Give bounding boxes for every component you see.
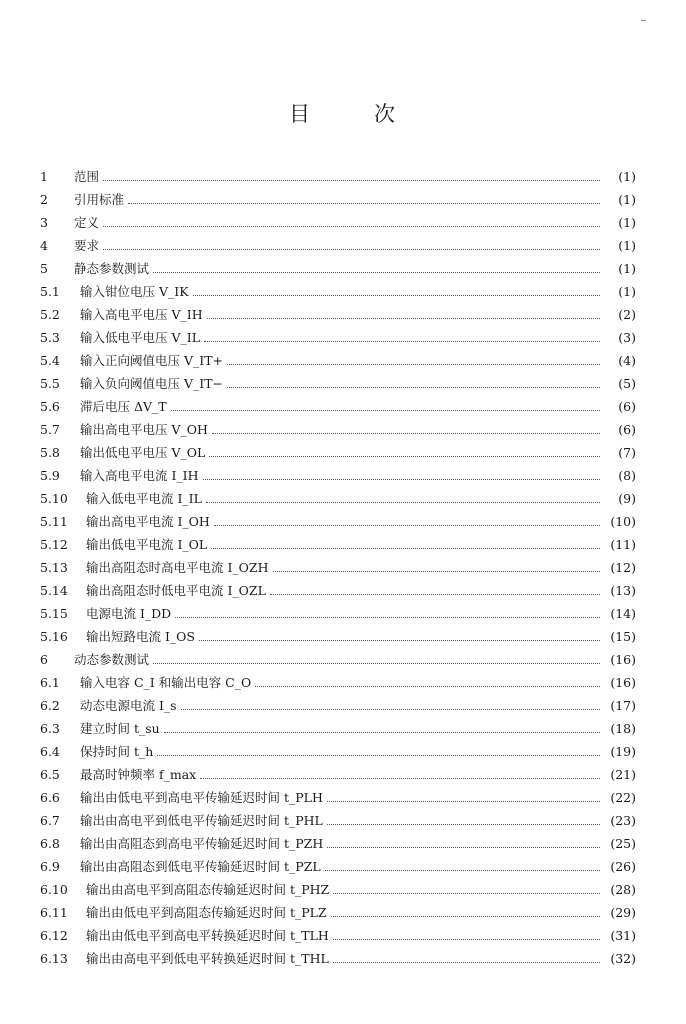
- toc-entry-page: (28): [610, 882, 636, 897]
- toc-entry: [40, 326, 636, 349]
- toc-entry-page: (26): [610, 859, 636, 874]
- toc-entry: [40, 533, 636, 556]
- toc-entry-title: 电源电流 I_DD: [86, 606, 172, 621]
- toc-entry-number: 5.3: [40, 330, 60, 345]
- toc-entry-page: (32): [610, 951, 636, 966]
- toc-entry-page: (12): [610, 560, 636, 575]
- leader-dots: [203, 471, 600, 480]
- toc-entry-page: (7): [618, 445, 636, 460]
- toc-entry-title: 动态参数测试: [74, 652, 150, 667]
- leader-dots: [171, 402, 600, 411]
- toc-entry-page: (22): [610, 790, 636, 805]
- leader-dots: [327, 793, 600, 802]
- toc-entry: [40, 648, 636, 671]
- table-of-contents: [40, 165, 636, 970]
- leader-dots: [157, 747, 600, 756]
- toc-entry-page: (1): [618, 238, 636, 253]
- toc-entry-number: 6.13: [40, 951, 68, 966]
- leader-dots: [207, 310, 600, 319]
- toc-entry-number: 5.10: [40, 491, 68, 506]
- leader-dots: [212, 425, 600, 434]
- leader-dots: [103, 172, 600, 181]
- toc-entry-number: 6.9: [40, 859, 60, 874]
- toc-entry-number: 6.5: [40, 767, 60, 782]
- leader-dots: [227, 356, 600, 365]
- toc-entry: [40, 740, 636, 763]
- toc-entry-number: 5.1: [40, 284, 60, 299]
- title-char-1: 目: [289, 102, 312, 126]
- toc-entry: [40, 234, 636, 257]
- toc-entry-number: 5.11: [40, 514, 68, 529]
- toc-entry-page: (13): [610, 583, 636, 598]
- toc-entry: [40, 165, 636, 188]
- toc-entry-title: 输出低电平电流 I_OL: [86, 537, 208, 552]
- toc-entry-title: 输出由高阻态到低电平传输延迟时间 t_PZL: [80, 859, 321, 874]
- toc-entry-page: (17): [610, 698, 636, 713]
- toc-entry-number: 6.10: [40, 882, 68, 897]
- toc-entry-page: (16): [610, 675, 636, 690]
- leader-dots: [128, 195, 600, 204]
- toc-entry: [40, 671, 636, 694]
- leader-dots: [209, 448, 600, 457]
- toc-entry-title: 输出由高电平到高阻态传输延迟时间 t_PHZ: [86, 882, 330, 897]
- toc-entry-page: (23): [610, 813, 636, 828]
- toc-entry-number: 6.11: [40, 905, 68, 920]
- leader-dots: [103, 241, 600, 250]
- toc-entry-title: 输出高阻态时低电平电流 I_OZL: [86, 583, 266, 598]
- toc-entry: [40, 464, 636, 487]
- toc-entry-title: 输出由高阻态到高电平传输延迟时间 t_PZH: [80, 836, 324, 851]
- toc-entry: [40, 257, 636, 280]
- toc-entry-page: (21): [610, 767, 636, 782]
- toc-entry-number: 5.8: [40, 445, 60, 460]
- toc-entry-title: 输入低电平电压 V_IL: [80, 330, 200, 345]
- toc-entry-number: 5.16: [40, 629, 68, 644]
- toc-entry: [40, 303, 636, 326]
- toc-entry: [40, 625, 636, 648]
- toc-entry-page: (1): [618, 261, 636, 276]
- toc-entry: [40, 855, 636, 878]
- leader-dots: [333, 954, 600, 963]
- toc-entry: [40, 441, 636, 464]
- toc-entry-title: 输出由高电平到低电平传输延迟时间 t_PHL: [80, 813, 323, 828]
- toc-entry-page: (1): [618, 215, 636, 230]
- toc-entry-number: 3: [40, 215, 48, 230]
- toc-entry-title: 输入高电平电压 V_IH: [80, 307, 203, 322]
- toc-entry-page: (6): [618, 399, 636, 414]
- leader-dots: [199, 632, 600, 641]
- toc-entry: [40, 372, 636, 395]
- leader-dots: [325, 862, 600, 871]
- toc-entry-number: 6.2: [40, 698, 60, 713]
- toc-entry-number: 6.7: [40, 813, 60, 828]
- scan-mark: [641, 20, 646, 21]
- toc-entry-title: 滞后电压 ΔV_T: [80, 399, 167, 414]
- toc-entry-title: 输入高电平电流 I_IH: [80, 468, 199, 483]
- leader-dots: [333, 931, 600, 940]
- toc-entry: [40, 418, 636, 441]
- toc-entry-title: 输入负向阈值电压 V_IT−: [80, 376, 223, 391]
- toc-entry-title: 输出高电平电压 V_OH: [80, 422, 208, 437]
- toc-entry-title: 输出由低电平到高电平传输延迟时间 t_PLH: [80, 790, 323, 805]
- toc-entry: [40, 924, 636, 947]
- toc-entry: [40, 832, 636, 855]
- leader-dots: [211, 540, 600, 549]
- toc-entry-number: 6.12: [40, 928, 68, 943]
- toc-entry-title: 定义: [74, 215, 100, 230]
- leader-dots: [193, 287, 600, 296]
- toc-entry-page: (15): [610, 629, 636, 644]
- toc-entry-title: 引用标准: [74, 192, 125, 207]
- toc-entry: [40, 763, 636, 786]
- toc-entry-number: 5.2: [40, 307, 60, 322]
- toc-entry-number: 5.9: [40, 468, 60, 483]
- toc-entry-number: 4: [40, 238, 48, 253]
- toc-entry: [40, 786, 636, 809]
- toc-entry-page: (4): [618, 353, 636, 368]
- toc-entry: [40, 901, 636, 924]
- toc-entry-title: 输入钳位电压 V_IK: [80, 284, 189, 299]
- toc-entry-number: 5.12: [40, 537, 68, 552]
- toc-entry-page: (1): [618, 169, 636, 184]
- leader-dots: [204, 333, 600, 342]
- leader-dots: [200, 770, 600, 779]
- toc-entry-page: (29): [610, 905, 636, 920]
- leader-dots: [214, 517, 600, 526]
- leader-dots: [255, 678, 600, 687]
- toc-entry-title: 要求: [74, 238, 100, 253]
- toc-entry-title: 静态参数测试: [74, 261, 150, 276]
- toc-entry-number: 5.14: [40, 583, 68, 598]
- toc-entry: [40, 280, 636, 303]
- toc-entry-number: 5.4: [40, 353, 60, 368]
- toc-entry-number: 6.8: [40, 836, 60, 851]
- toc-entry-page: (10): [610, 514, 636, 529]
- toc-entry-title: 输入低电平电流 I_IL: [86, 491, 202, 506]
- toc-entry: [40, 694, 636, 717]
- toc-entry: [40, 556, 636, 579]
- toc-entry-page: (14): [610, 606, 636, 621]
- leader-dots: [164, 724, 600, 733]
- leader-dots: [331, 908, 600, 917]
- toc-entry-title: 输出由低电平到高电平转换延迟时间 t_TLH: [86, 928, 329, 943]
- leader-dots: [153, 655, 600, 664]
- toc-entry-page: (2): [618, 307, 636, 322]
- leader-dots: [227, 379, 600, 388]
- toc-entry: [40, 211, 636, 234]
- toc-entry: [40, 349, 636, 372]
- toc-entry-page: (18): [610, 721, 636, 736]
- toc-entry-page: (31): [610, 928, 636, 943]
- toc-entry-title: 输出高电平电流 I_OH: [86, 514, 210, 529]
- toc-entry-title: 范围: [74, 169, 100, 184]
- toc-entry: [40, 395, 636, 418]
- toc-entry-page: (16): [610, 652, 636, 667]
- toc-entry-number: 6.4: [40, 744, 60, 759]
- leader-dots: [206, 494, 600, 503]
- toc-entry-number: 5.7: [40, 422, 60, 437]
- toc-entry-title: 输出低电平电压 V_OL: [80, 445, 206, 460]
- toc-entry-number: 5.5: [40, 376, 60, 391]
- leader-dots: [327, 816, 600, 825]
- leader-dots: [103, 218, 600, 227]
- leader-dots: [333, 885, 600, 894]
- toc-entry: [40, 188, 636, 211]
- toc-entry-number: 6: [40, 652, 48, 667]
- toc-entry: [40, 579, 636, 602]
- toc-entry: [40, 717, 636, 740]
- toc-entry-title: 动态电源电流 I_s: [80, 698, 177, 713]
- toc-entry-page: (25): [610, 836, 636, 851]
- toc-entry-title: 输入电容 C_I 和输出电容 C_O: [80, 675, 252, 690]
- leader-dots: [273, 563, 601, 572]
- toc-entry-number: 5.6: [40, 399, 60, 414]
- toc-entry-number: 5: [40, 261, 48, 276]
- toc-entry-number: 1: [40, 169, 48, 184]
- toc-entry-page: (6): [618, 422, 636, 437]
- toc-entry-number: 2: [40, 192, 48, 207]
- toc-entry-number: 6.3: [40, 721, 60, 736]
- toc-entry: [40, 947, 636, 970]
- leader-dots: [327, 839, 600, 848]
- toc-entry-title: 输入正向阈值电压 V_IT+: [80, 353, 223, 368]
- toc-entry-title: 输出短路电流 I_OS: [86, 629, 195, 644]
- toc-entry-number: 5.15: [40, 606, 68, 621]
- toc-entry-title: 保持时间 t_h: [80, 744, 154, 759]
- page-title: [0, 98, 686, 128]
- leader-dots: [270, 586, 600, 595]
- toc-entry-page: (11): [610, 537, 636, 552]
- toc-entry-title: 输出由高电平到低电平转换延迟时间 t_THL: [86, 951, 329, 966]
- leader-dots: [153, 264, 600, 273]
- toc-entry-page: (3): [618, 330, 636, 345]
- toc-entry-page: (19): [610, 744, 636, 759]
- toc-entry: [40, 510, 636, 533]
- toc-entry-page: (5): [618, 376, 636, 391]
- toc-entry-title: 输出高阻态时高电平电流 I_OZH: [86, 560, 269, 575]
- toc-entry-number: 6.1: [40, 675, 60, 690]
- toc-entry-number: 5.13: [40, 560, 68, 575]
- toc-entry: [40, 878, 636, 901]
- toc-entry-title: 输出由低电平到高阻态传输延迟时间 t_PLZ: [86, 905, 327, 920]
- toc-entry-title: 建立时间 t_su: [80, 721, 160, 736]
- toc-entry-page: (8): [618, 468, 636, 483]
- toc-entry-number: 6.6: [40, 790, 60, 805]
- leader-dots: [181, 701, 600, 710]
- leader-dots: [175, 609, 600, 618]
- title-char-2: 次: [374, 102, 397, 126]
- toc-entry: [40, 602, 636, 625]
- toc-entry-page: (9): [618, 491, 636, 506]
- toc-entry-page: (1): [618, 284, 636, 299]
- toc-entry-title: 最高时钟频率 f_max: [80, 767, 197, 782]
- toc-entry: [40, 809, 636, 832]
- toc-entry-page: (1): [618, 192, 636, 207]
- toc-entry: [40, 487, 636, 510]
